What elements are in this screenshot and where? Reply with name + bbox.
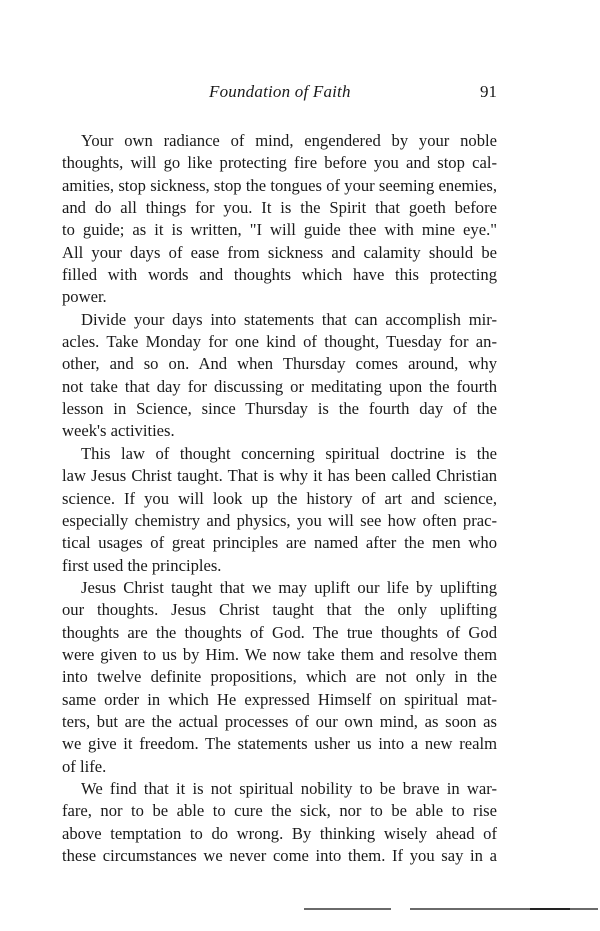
text-line: our thoughts. Jesus Christ taught that the only uplifting [62,600,497,620]
body-text [62,130,497,867]
text-line: thoughts, will go like protecting fire before you and stop cal- [62,153,497,173]
text-line: acles. Take Monday for one kind of thought, Tuesday for an- [62,332,497,352]
text-line: same order in which He expressed Himself on spiritual mat- [62,689,497,709]
text-line: science. If you will look up the history of art and science, [62,488,497,508]
running-head [62,82,497,106]
text-line: tical usages of great principles are named after the men who [62,533,497,553]
divider [530,908,570,910]
text-line: Jesus Christ taught that we may uplift our life by uplifting [81,577,497,597]
paragraph [62,130,497,309]
page-number: 91 [480,82,497,101]
text-line: law Jesus Christ taught. That is why it has been called Christian [62,466,497,486]
text-line: We find that it is not spiritual nobility to be brave in war- [81,778,497,798]
paragraph [62,778,497,867]
text-line: to guide; as it is written, "I will guide thee with mine eye." [62,220,497,240]
running-title: Foundation of Faith [209,82,351,101]
text-line: week's activities. [62,421,175,441]
text-line: power. [62,287,107,307]
text-line: All your days of ease from sickness and calamity should be [62,242,497,262]
text-line: This law of thought concerning spiritual doctrine is the [81,443,497,463]
text-line: above temptation to do wrong. By thinking wisely ahead of [62,823,497,843]
text-line: Divide your days into statements that can accomplish mir- [81,309,497,329]
text-line: ters, but are the actual processes of our own mind, as soon as [62,711,497,731]
paragraph [62,309,497,443]
text-line: first used the principles. [62,555,222,575]
divider [304,908,391,910]
paragraph [62,443,497,577]
text-line: of life. [62,756,107,776]
text-line: thoughts are the thoughts of God. The true thoughts of God [62,622,497,642]
text-line: Your own radiance of mind, engendered by your noble [81,131,497,150]
text-line: and do all things for you. It is the Spirit that goeth before [62,198,497,218]
text-line: these circumstances we never come into them. If you say in a [62,846,497,865]
paragraph [62,577,497,778]
text-line: were given to us by Him. We now take them and resolve them [62,644,497,664]
text-line: lesson in Science, since Thursday is the fourth day of the [62,399,497,419]
text-line: filled with words and thoughts which have this protecting [62,265,497,285]
scan-artifact-rules [0,908,600,912]
text-line: into twelve definite propositions, which are not only in the [62,667,497,687]
text-line: especially chemistry and physics, you will see how often prac- [62,510,497,530]
text-line: we give it freedom. The statements usher us into a new realm [62,734,497,754]
text-line: fare, nor to be able to cure the sick, nor to be able to rise [62,801,497,821]
text-line: not take that day for discussing or meditating upon the fourth [62,376,497,396]
text-line: amities, stop sickness, stop the tongues of your seeming enemies, [62,175,497,195]
text-line: other, and so on. And when Thursday comes around, why [62,354,497,374]
